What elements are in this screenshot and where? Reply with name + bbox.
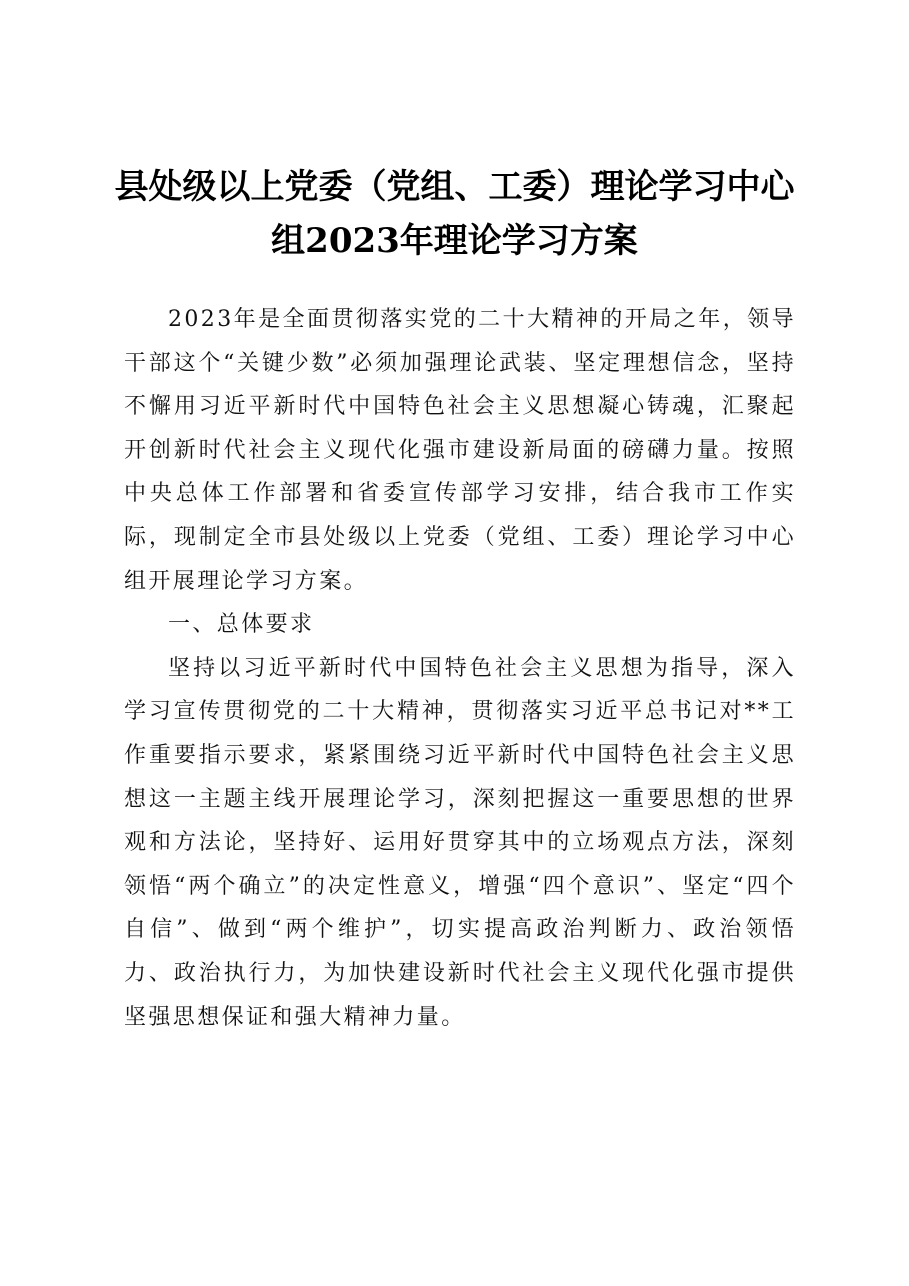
title-line-2: 组2023年理论学习方案 xyxy=(271,221,638,261)
document-body xyxy=(124,298,796,1039)
title-line-1: 县处级以上党委（党组、工委）理论学习中心 xyxy=(114,167,795,207)
paragraph-intro: 2023年是全面贯彻落实党的二十大精神的开局之年，领导干部这个“关键少数”必须加强理论武装、坚定理想信念，坚持不懈用习近平新时代中国特色社会主义思想凝心铸魂，汇聚起开创新时代社会主义现代化强市建设新局面的磅礴力量。按照中央总体工作部署和省委宣传部学习安排，结合我市工作实际，现制定全市县处级以上党委（党组、工委）理论学习中心组开展理论学习方案。 xyxy=(124,307,796,594)
section-heading-general-requirements: 一、总体要求 xyxy=(168,612,315,638)
paragraph-general-requirements: 坚持以习近平新时代中国特色社会主义思想为指导，深入学习宣传贯彻党的二十大精神，贯彻落实习近平总书记对**工作重要指示要求，紧紧围绕习近平新时代中国特色社会主义思想这一主题主线开展理论学习，深刻把握这一重要思想的世界观和方法论，坚持好、运用好贯穿其中的立场观点方法，深刻领悟“两个确立”的决定性意义，增强“四个意识”、坚定“四个自信”、做到“两个维护”，切实提高政治判断力、政治领悟力、政治执行力，为加快建设新时代社会主义现代化强市提供坚强思想保证和强大精神力量。 xyxy=(124,655,796,1030)
document-title xyxy=(100,160,809,268)
